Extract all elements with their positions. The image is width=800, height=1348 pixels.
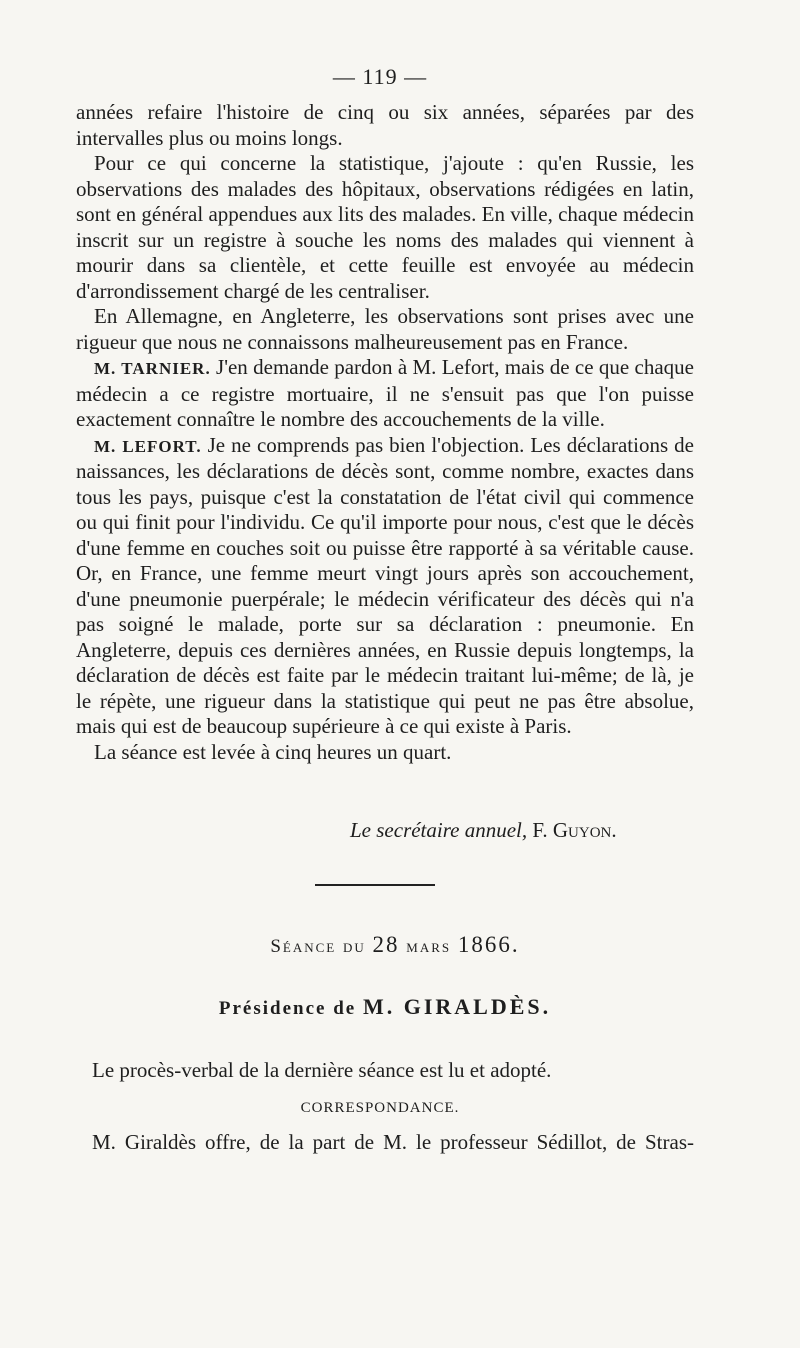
signature xyxy=(350,818,617,843)
presidency-label: Présidence de xyxy=(218,998,363,1019)
speaker-lefort: M. LEFORT. xyxy=(94,436,202,456)
page-number: — 119 — xyxy=(332,64,428,89)
tarnier-remark: J'en demande pardon à M. Lefort, mais de ce que chaque médecin a ce registre mortuaire, il ne s'ensuit pas que l'on puisse exactement connaître le nombre des accouchements de la ville. xyxy=(76,355,694,431)
section-divider xyxy=(315,884,435,886)
paragraph-4 xyxy=(76,355,694,433)
session-month: mars xyxy=(399,936,458,957)
presidency-name: M. GIRALDÈS. xyxy=(362,994,552,1019)
speaker-tarnier: M. TARNIER. xyxy=(94,359,211,378)
paragraph-5 xyxy=(76,433,694,740)
body-text xyxy=(76,100,694,765)
session-title xyxy=(0,932,790,958)
correspondance-heading: CORRESPONDANCE. xyxy=(300,1100,460,1116)
presidency xyxy=(0,994,770,1020)
paragraph-3: En Allemagne, en Angleterre, les observations sont prises avec une rigueur que nous ne connaissons malheureusement pas en France. xyxy=(76,304,694,354)
final-line: M. Giraldès offre, de la part de M. le professeur Sédillot, de Stras- xyxy=(92,1130,694,1154)
session-year: 1866. xyxy=(457,932,520,957)
session-day: 28 xyxy=(372,932,400,957)
minutes-text: Le procès-verbal de la dernière séance est lu et adopté. xyxy=(92,1058,552,1082)
session-prefix: Séance du xyxy=(270,936,373,957)
lefort-remark: Je ne comprends pas bien l'objection. Les déclarations de naissances, les déclarations de décès sont, comme nombre, exactes dans tous les pays, puisque c'est la constatation de l'état civil qui commence ou qui finit pour l'individu. Ce qu'il importe pour nous, c'est que le décès d'une femme en couches soit ou puisse être rapporté à sa véritable cause. Or, en France, une femme meurt vingt jours après son accouchement, d'une pneumonie puerpérale; le médecin vérificateur des décès qui n'a pas soigné le malade, porte sur sa déclaration : pneumonie. En Angleterre, depuis ces dernières années, en Russie depuis longtemps, la déclaration de décès est faite par le médecin traitant lui-même; de là, je le répète, une rigueur dans la statistique qui peut ne pas être absolue, mais qui est de beaucoup supérieure à ce qui existe à Paris. xyxy=(76,432,694,738)
paragraph-2: Pour ce qui concerne la statistique, j'ajoute : qu'en Russie, les observations des malades des hôpitaux, observations rédigées en latin, sont en général appendues aux lits des malades. En ville, chaque médecin inscrit sur un registre à souche les noms des malades qui viennent à mourir dans sa clientèle, et cette feuille est envoyée au médecin d'arrondissement chargé de les centraliser. xyxy=(76,151,694,303)
signature-name: F. Guyon. xyxy=(532,818,617,842)
paragraph-6: La séance est levée à cinq heures un quart. xyxy=(94,739,452,764)
paragraph-1: années refaire l'histoire de cinq ou six années, séparées par des intervalles plus ou moins longs. xyxy=(76,100,694,150)
signature-role: Le secrétaire annuel, xyxy=(350,818,528,842)
